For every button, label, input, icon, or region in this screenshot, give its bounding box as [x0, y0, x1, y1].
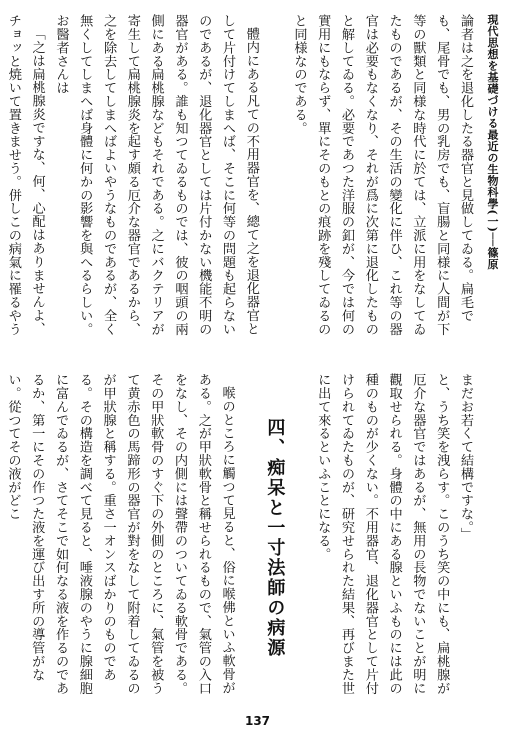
running-head: 現代思想を基礎づける最近の生物科學(一)──篠原	[486, 14, 499, 270]
section-title: 四、痴呆と一寸法師の病源	[264, 418, 286, 658]
paragraph: と、うち笑を洩らす。このうち笑の中にも、扁桃腺が厄介な器官ではあるが、無用の長物でないことが明に觀取せられる。身體の中にある腺といふものには此の種のものが少くない。不用器官、退化器官として片付けられてゐたものが、研究せられた結果、再びまた世に出て來るといふことになる。	[315, 373, 450, 695]
paragraph: 體内にある凡ての不用器官を、總て之を退化器官として片付けてしまへば、そこに何等の問題も起らないのであるが、退化器官としては片付かない機能不明の器官がある。誰も知つてゐるものでは、彼の咽頭の兩側にある扁桃腺などもそれである。之にバクテリアが寄生して扁桃腺炎を起す頗る厄介な器官であるから、之を除去してしまへばよいやうなものであるが、全く無くしてしまへば身體に何かの影響を與へるらしい。お醫者さんは	[53, 14, 259, 336]
lower-text-block	[5, 373, 477, 703]
paragraph: 論者は之を退化したる器官と見做してゐる。扁毛でも、尾骨でも、男の乳房でも、盲腸と同様に人間が下等の獸類と同様な時代に於ては、立派に用をなしてゐたものであるが、その生活の變化に伴ひ、これ等の器官は必要もなくなり、それが爲に次第に退化したものと解してゐる。必要であつた洋服の釦が、今では何の實用にもならず、單にそのもとの痕跡を殘してゐるのと同様なのである。	[291, 14, 473, 336]
paragraph: 喉のところに觸つて見ると、俗に喉佛といふ軟骨がある。之が甲狀軟骨と稱せられるもので、氣管の入口をなし、その内側には聲帶のついてゐる軟骨である。その甲狀軟骨のすぐ下の外側のところに、氣管を被うて黄赤色の馬蹄形の器官が對をなして附着してゐるのが甲狀腺と稱する。重さ一オンスばかりのものである。その構造を調べて見ると、唾液腺のやうに腺細胞に富んでゐるが、さてそこで如何なる液を作るのであるか、第一にその作つた液を運び出す所の導管がない。從つてその液がどこ	[5, 373, 235, 695]
quoted-speech: 「之は扁桃腺炎ですな、何、心配はありませんよ、チョッと焼いて置きませう。併しこの病氣に罹るやう	[5, 14, 45, 336]
quoted-speech-continued: まだお若くて結構ですな。」	[458, 373, 473, 541]
page-number: 137	[244, 714, 271, 728]
upper-text-block	[5, 14, 477, 344]
